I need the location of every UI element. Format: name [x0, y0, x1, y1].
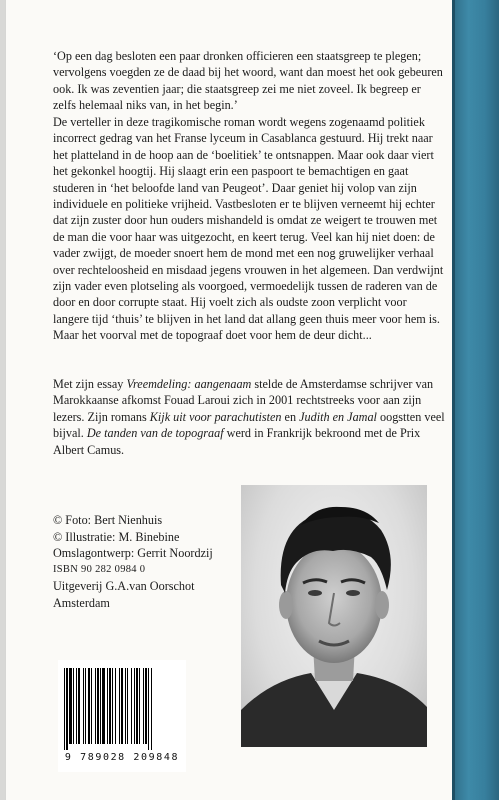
barcode-bar: [136, 668, 138, 744]
opening-quote: ‘Op een dag besloten een paar dronken officieren een staatsgreep te plegen; vervolgens voegden ze de daad bij het woord, want dan moest het ook gebeuren ook. Ik was zeventien jaar; die staatsgreep zei me niet zoveel. Ik begreep er zelfs helemaal niks van, in het begin.’: [53, 49, 443, 113]
author-photo: [241, 485, 427, 747]
blurb-text: oogstten veel bijval.: [53, 409, 445, 441]
illustration-credit: © Illustratie: M. Binebine: [53, 529, 180, 544]
barcode-bar: [151, 668, 152, 750]
barcode-bar: [131, 668, 132, 744]
barcode-bar: [69, 668, 72, 744]
barcode-bar: [109, 668, 111, 744]
barcode-bar: [76, 668, 77, 744]
barcode-bar: [97, 668, 99, 744]
barcode-bar: [88, 668, 90, 744]
book-spine: [452, 0, 499, 800]
barcode-bar: [134, 668, 135, 744]
barcode-bar: [91, 668, 92, 744]
barcode-bar: [95, 668, 96, 744]
barcode-bar: [85, 668, 86, 744]
barcode-bar: [143, 668, 144, 744]
isbn: ISBN 90 282 0984 0: [53, 563, 146, 575]
barcode-bar: [119, 668, 120, 744]
barcode-bar: [100, 668, 101, 744]
book-title: De tanden van de topograaf: [86, 426, 224, 441]
barcode-bar: [83, 668, 84, 744]
barcode-bar: [64, 668, 65, 750]
publisher-city: Amsterdam: [53, 595, 110, 610]
novel-title: Judith en Jamal: [299, 409, 377, 424]
barcode-bar: [66, 668, 68, 750]
publisher: Uitgeverij G.A.van Oorschot: [53, 579, 195, 594]
barcode-bar: [148, 668, 149, 750]
blurb-text: werd in Frankrijk bekroond met de Prix Albert Camus.: [53, 426, 421, 457]
photo-credit: © Foto: Bert Nienhuis: [53, 513, 163, 527]
author-portrait-image: [241, 485, 427, 747]
barcode-bar: [73, 668, 74, 744]
barcode-bar: [145, 668, 147, 744]
blurb-text: en: [281, 409, 300, 424]
barcode-bar: [102, 668, 105, 744]
synopsis-paragraph: De verteller in deze tragikomische roman wordt wegens zogenaamd politiek incorrect gedrag van het Franse lyceum in Casablanca gestuurd. Hij trekt naar het platteland in de hoop aan de ‘boelitiek’ te ontsnappen. Maar ook daar viert het gekonkel hoogtij. Hij slaagt erin een paspoort te bemachtigen en gaat studeren in ‘het beloofde land van Peugeot’. Daar geniet hij volop van zijn individuele en politieke vrijheid. Vastbesloten er te blijven verneemt hij echter dat zijn zuster door hun ouders mishandeld is omdat ze weigert te trouwen met de man die voor haar was uitgezocht, en keert terug. Veel kan hij niet doen: de vader zwijgt, de moeder snoert hem de mond met een nog gruwelijker verhaal over rechteloosheid en misdaad jegens vrouwen in het algemeen. Dan verdwijnt zijn vader even plotseling als voorgoed, vermoedelijk tussen de raderen van de door en door corrupte staat. Hij voelt zich als oudste zoon verplicht voor langere tijd ‘thuis’ te blijven in het land dat allang geen thuis meer voor hem is. Maar het voorval met de topograaf doet voor hem de deur dicht...: [53, 115, 444, 343]
barcode-bar: [115, 668, 116, 744]
barcode-bar: [78, 668, 80, 744]
cover-design-credit: Omslagontwerp: Gerrit Noordzij: [53, 546, 213, 561]
barcode-number: 9 789028 209848: [64, 752, 180, 763]
barcode-bar: [107, 668, 108, 744]
barcode-bar: [121, 668, 123, 744]
novel-title: Kijk uit voor parachutisten: [149, 409, 282, 424]
essay-title: Vreemdeling: aangenaam: [126, 377, 252, 391]
synopsis: [53, 114, 445, 344]
barcode-bar: [139, 668, 140, 744]
barcode-bars: [64, 668, 180, 750]
blurb-text: Met zijn essay: [53, 377, 127, 391]
credits-block: [53, 512, 213, 612]
author-blurb: [53, 376, 445, 458]
barcode-bar: [112, 668, 113, 744]
blurb-text: stelde de Amsterdamse schrijver van Marokkaanse afkomst Fouad Laroui zich in 2001 rechtstreeks voor aan zijn lezers. Zijn romans: [53, 377, 434, 424]
barcode-bar: [125, 668, 126, 744]
barcode-bar: [127, 668, 128, 744]
barcode: [58, 660, 186, 772]
